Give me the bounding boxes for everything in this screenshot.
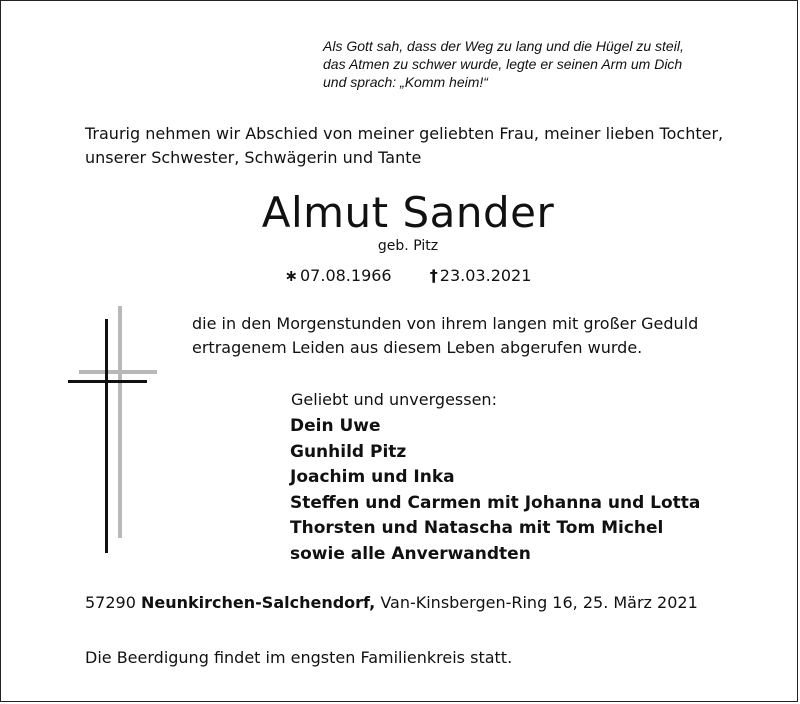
postal-code: 57290	[85, 593, 136, 612]
cross-gray-vertical	[118, 306, 122, 538]
mourner-name: Steffen und Carmen mit Johanna und Lotta	[290, 492, 701, 513]
life-dates	[1, 265, 797, 287]
city-name: Neunkirchen-Salchendorf,	[141, 593, 376, 612]
mourner-name: Joachim und Inka	[290, 467, 455, 487]
description-line: ertragenem Leiden aus diesem Leben abgerufen wurde.	[192, 338, 643, 357]
quote-line: Als Gott sah, dass der Weg zu lang und die Hügel zu steil,	[323, 38, 684, 54]
cross-black-vertical	[105, 319, 108, 553]
mourners-list	[290, 414, 700, 567]
description-text	[192, 312, 698, 360]
mourner-name: Thorsten und Natascha mit Tom Michel	[290, 518, 664, 538]
address-line	[85, 592, 698, 614]
mourner-name: sowie alle Anverwandten	[290, 543, 531, 564]
birth-date: 07.08.1966	[300, 266, 392, 285]
quote-line: das Atmen zu schwer wurde, legte er seinen Arm um Dich	[323, 56, 683, 72]
intro-line: Traurig nehmen wir Abschied von meiner geliebten Frau, meiner lieben Tochter,	[85, 124, 724, 143]
maiden-name: geb. Pitz	[377, 238, 439, 254]
description-line: die in den Morgenstunden von ihrem langen mit großer Geduld	[192, 314, 699, 333]
mourners-heading: Geliebt und unvergessen:	[291, 390, 497, 409]
deceased-name: Almut Sander	[261, 188, 555, 237]
death-cross-icon: †	[429, 266, 438, 285]
birth-star-icon: ∗	[284, 266, 298, 285]
quote-line: und sprach: „Komm heim!“	[323, 74, 488, 90]
death-date: 23.03.2021	[439, 266, 532, 285]
intro-text	[85, 122, 785, 170]
street-and-date: Van-Kinsbergen-Ring 16, 25. März 2021	[380, 593, 698, 612]
funeral-note: Die Beerdigung findet im engsten Familienkreis statt.	[85, 648, 513, 667]
cross-gray-horizontal	[79, 370, 157, 374]
intro-line: unserer Schwester, Schwägerin und Tante	[85, 148, 422, 167]
mourner-name: Dein Uwe	[290, 416, 381, 436]
cross-black-horizontal	[68, 380, 147, 383]
mourner-name: Gunhild Pitz	[290, 441, 407, 462]
memorial-quote	[323, 37, 793, 91]
